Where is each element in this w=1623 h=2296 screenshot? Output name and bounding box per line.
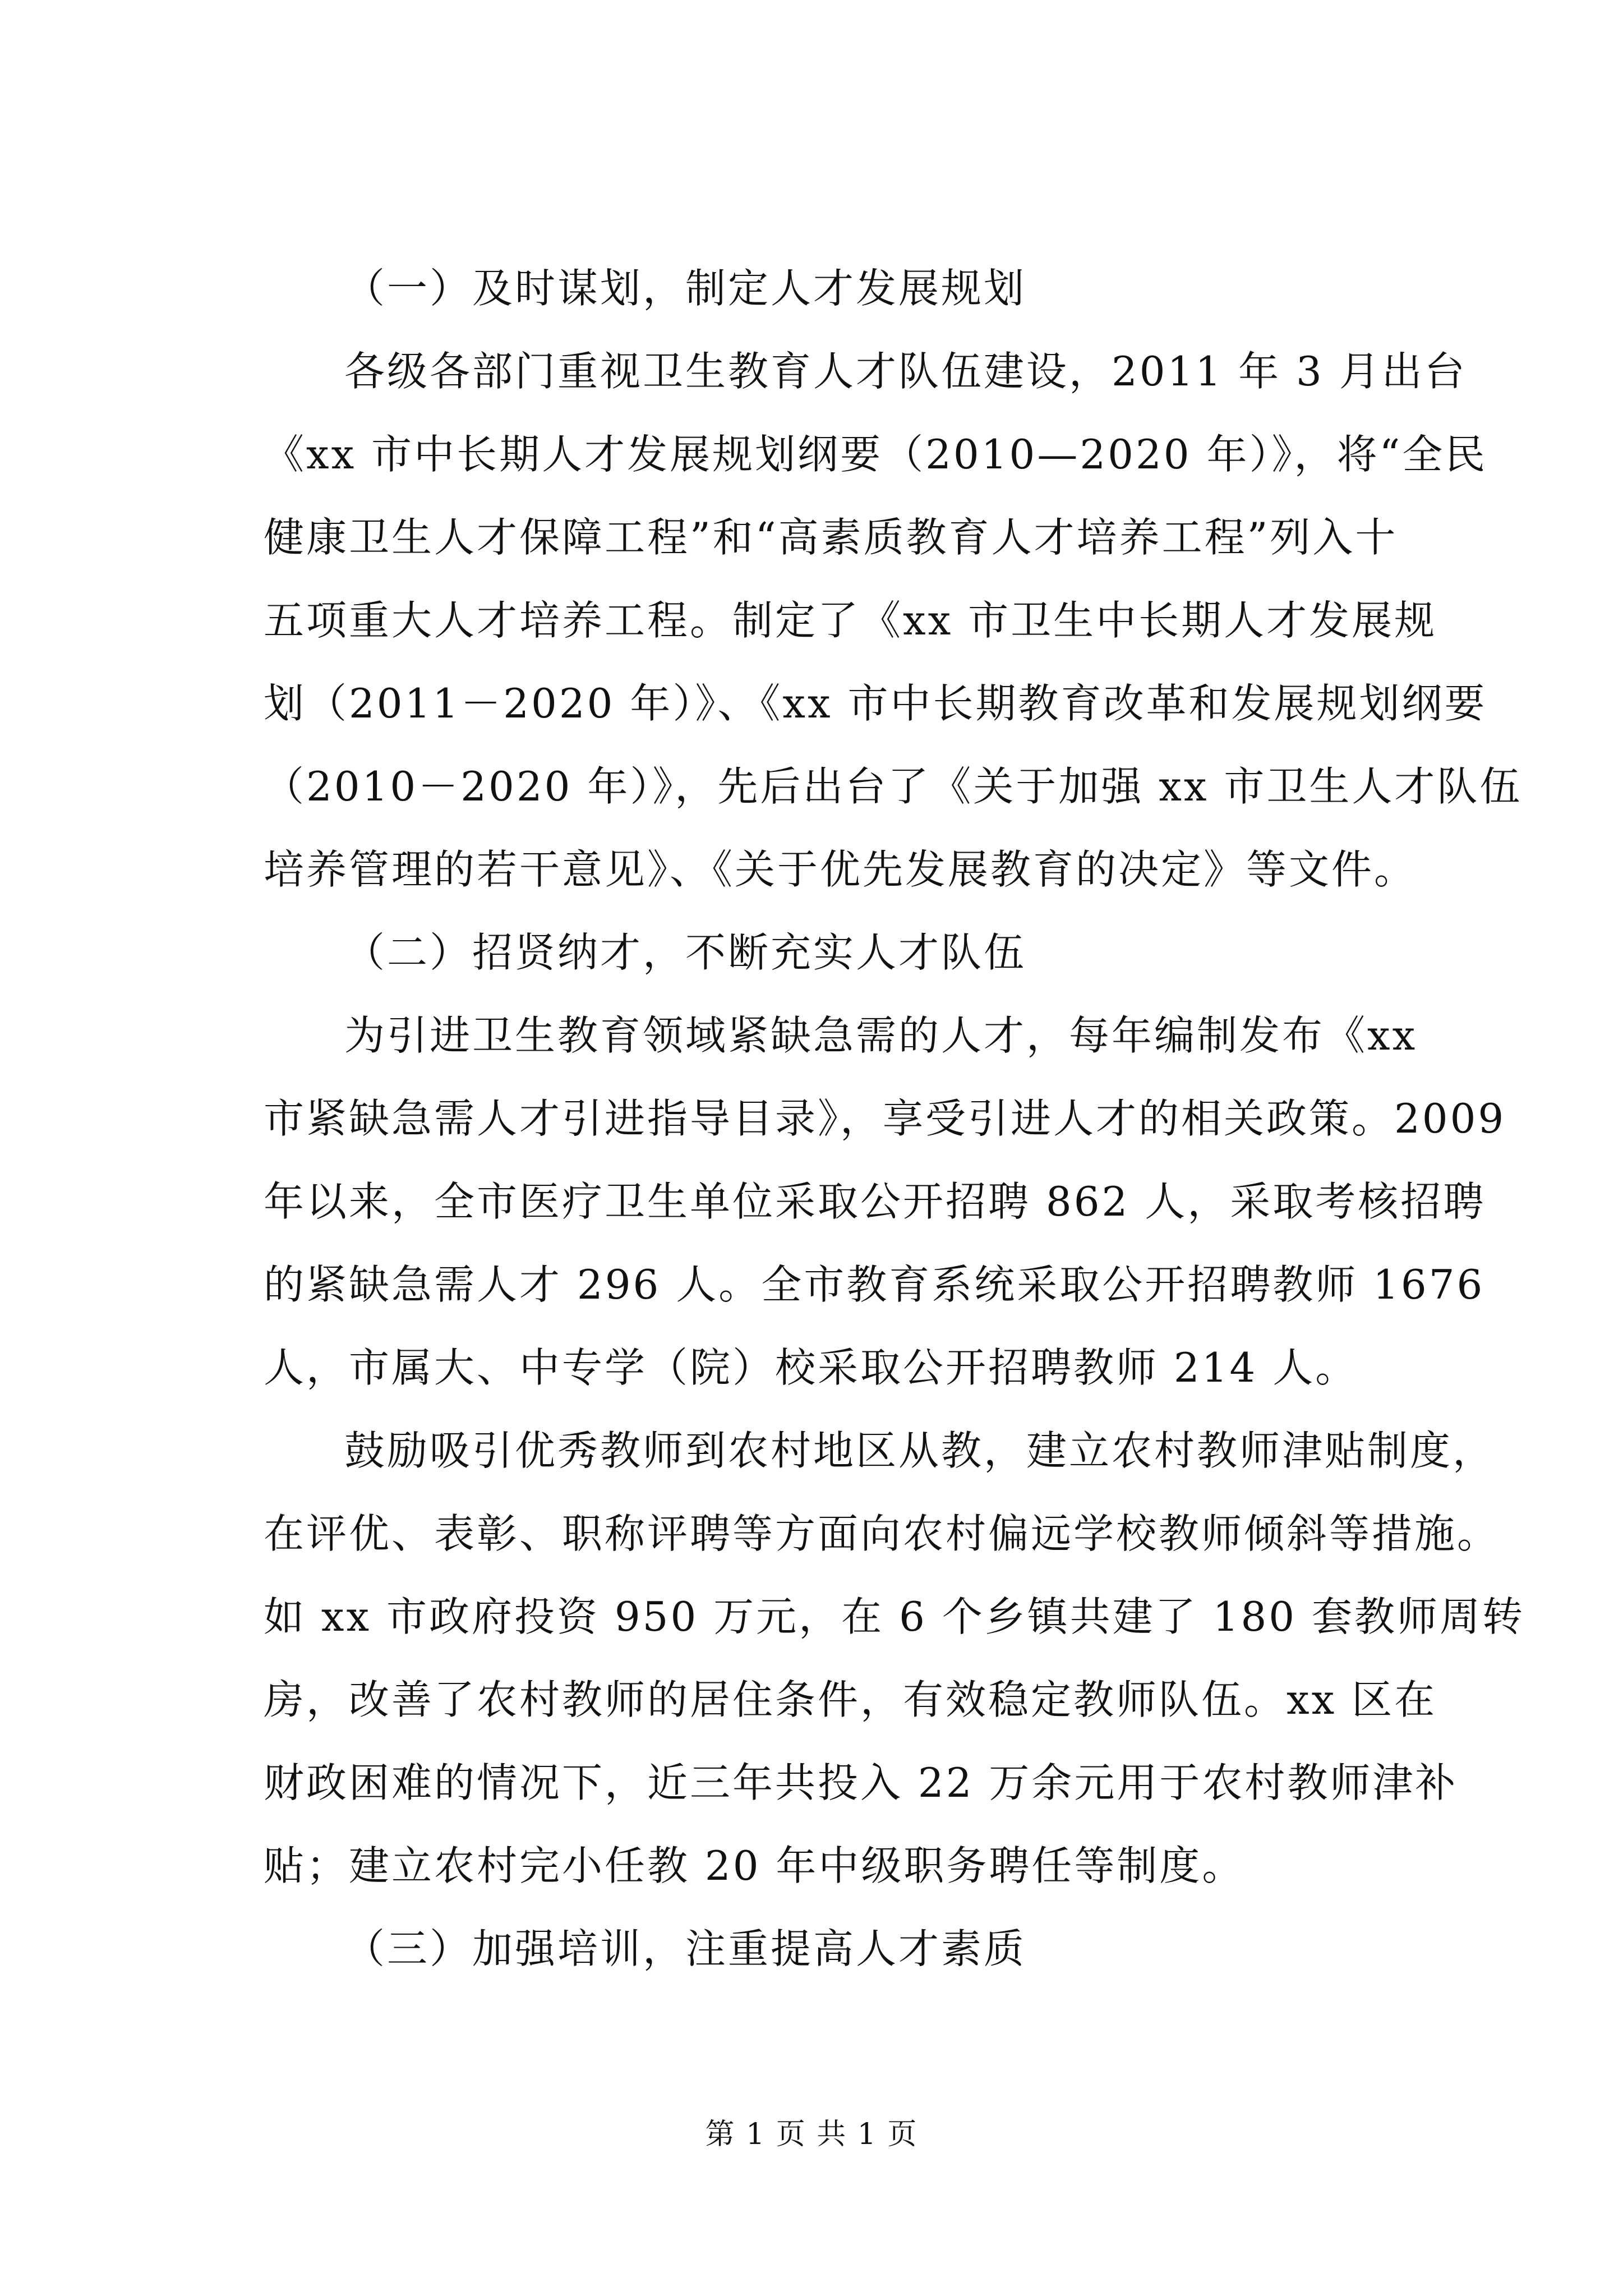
paragraph-line: 鼓励吸引优秀教师到农村地区从教，建立农村教师津贴制度， xyxy=(344,1427,1496,1474)
paragraph-line: 如 xx 市政府投资 950 万元，在 6 个乡镇共建了 180 套教师周转 xyxy=(264,1593,1525,1640)
paragraph-line: 的紧缺急需人才 296 人。全市教育系统采取公开招聘教师 1676 xyxy=(264,1261,1485,1308)
paragraph-line: 房，改善了农村教师的居住条件，有效稳定教师队伍。xx 区在 xyxy=(264,1676,1437,1723)
paragraph-2 xyxy=(264,994,1506,1409)
paragraph-line: 人，市属大、中专学（院）校采取公开招聘教师 214 人。 xyxy=(264,1344,1358,1391)
paragraph-line: 划（2011－2020 年）》、《xx 市中长期教育改革和发展规划纲要 xyxy=(264,680,1487,727)
paragraph-line: 年以来，全市医疗卫生单位采取公开招聘 862 人，采取考核招聘 xyxy=(264,1178,1486,1225)
paragraph-line: 五项重大人才培养工程。制定了《xx 市卫生中长期人才发展规 xyxy=(264,597,1437,644)
paragraph-line: 市紧缺急需人才引进指导目录》，享受引进人才的相关政策。2009 xyxy=(264,1095,1506,1142)
paragraph-line: 《xx 市中长期人才发展规划纲要（2010—2020 年）》，将“全民 xyxy=(264,431,1488,478)
section-heading-1: （一）及时谋划，制定人才发展规划 xyxy=(344,265,1027,312)
paragraph-line: 健康卫生人才保障工程”和“高素质教育人才培养工程”列入十 xyxy=(264,514,1398,561)
page-footer: 第 1 页 共 1 页 xyxy=(705,2118,918,2151)
paragraph-line: 为引进卫生教育领域紧缺急需的人才，每年编制发布《xx xyxy=(344,1012,1418,1059)
document-body xyxy=(264,247,1525,1990)
paragraph-line: 培养管理的若干意见》、《关于优先发展教育的决定》等文件。 xyxy=(264,846,1417,893)
paragraph-3 xyxy=(264,1409,1525,1907)
paragraph-1 xyxy=(264,330,1523,911)
paragraph-line: 在评优、表彰、职称评聘等方面向农村偏远学校教师倾斜等措施。 xyxy=(264,1510,1500,1557)
section-heading-2: （二）招贤纳才，不断充实人才队伍 xyxy=(344,929,1027,976)
paragraph-line: 各级各部门重视卫生教育人才队伍建设，2011 年 3 月出台 xyxy=(344,348,1467,395)
section-heading-3: （三）加强培训，注重提高人才素质 xyxy=(344,1925,1027,1972)
paragraph-line: （2010－2020 年）》，先后出台了《关于加强 xx 市卫生人才队伍 xyxy=(264,763,1523,810)
paragraph-line: 贴；建立农村完小任教 20 年中级职务聘任等制度。 xyxy=(264,1842,1245,1889)
paragraph-line: 财政困难的情况下，近三年共投入 22 万余元用于农村教师津补 xyxy=(264,1759,1458,1806)
